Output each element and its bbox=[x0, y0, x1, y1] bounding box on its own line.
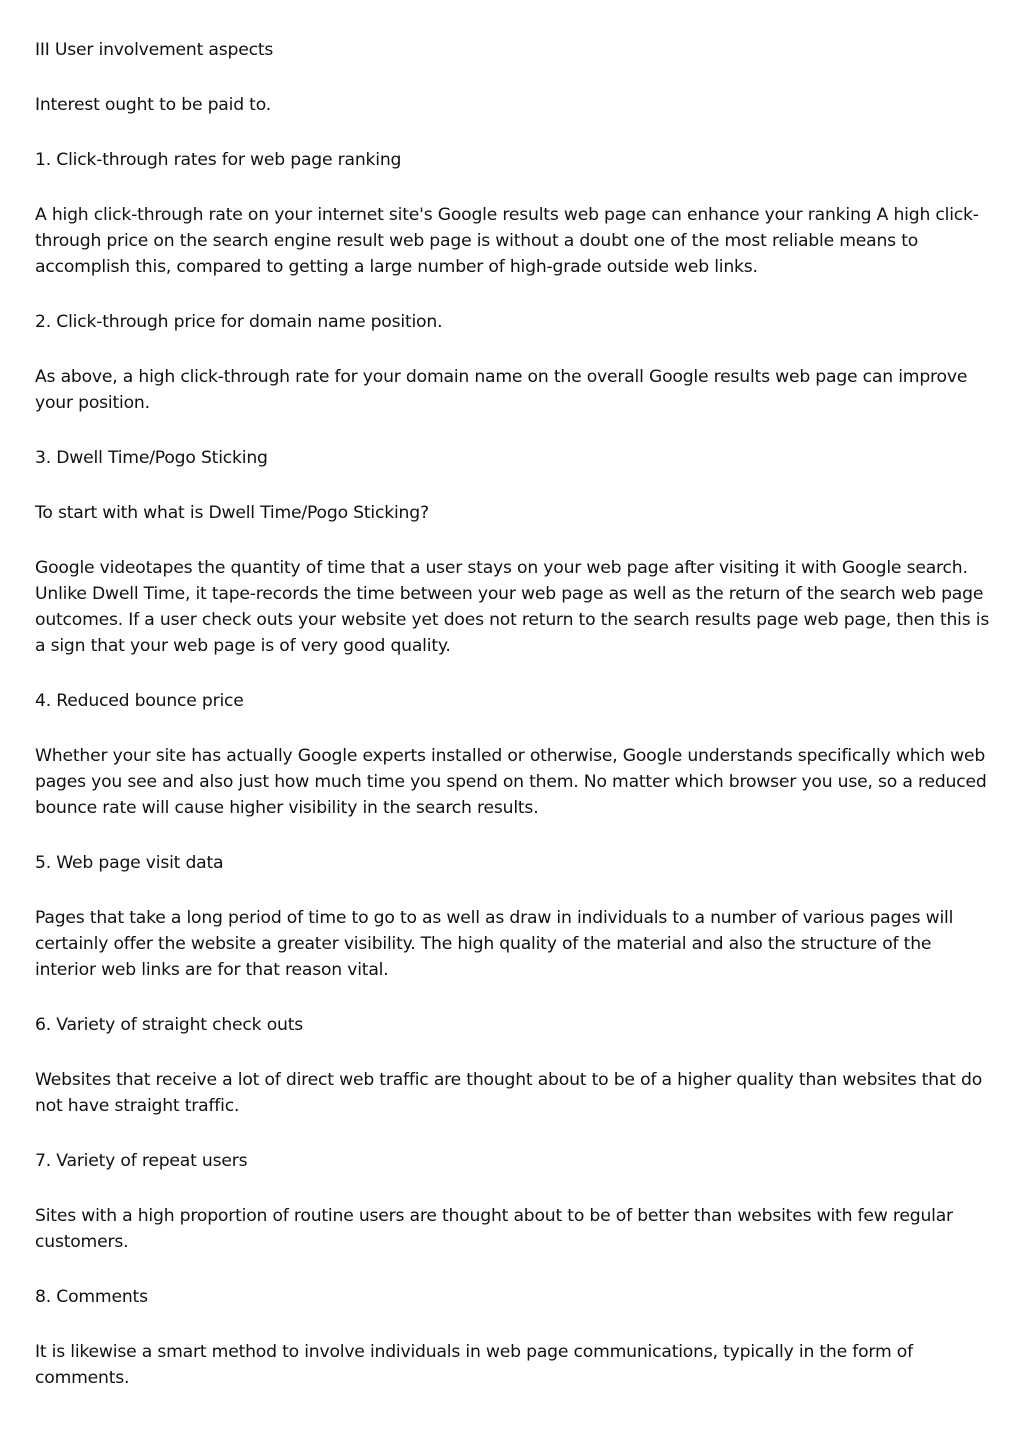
item-body-7: Sites with a high proportion of routine users are thought about to be of better than websites with few regular customers. bbox=[35, 1206, 953, 1252]
item-body-8: It is likewise a smart method to involve individuals in web page communications, typically in the form of comments. bbox=[35, 1342, 913, 1388]
item-body-2: As above, a high click-through rate for your domain name on the overall Google results web page can improve your position. bbox=[35, 367, 968, 413]
section-heading: III User involvement aspects bbox=[35, 40, 274, 60]
item-heading-5: 5. Web page visit data bbox=[35, 853, 224, 873]
item-heading-1: 1. Click-through rates for web page ranking bbox=[35, 150, 402, 170]
item-subquestion-3: To start with what is Dwell Time/Pogo Sticking? bbox=[35, 503, 429, 523]
item-heading-8: 8. Comments bbox=[35, 1287, 148, 1307]
item-heading-7: 7. Variety of repeat users bbox=[35, 1151, 248, 1171]
item-heading-2: 2. Click-through price for domain name position. bbox=[35, 312, 443, 332]
item-body-5: Pages that take a long period of time to go to as well as draw in individuals to a number of various pages will certainly offer the website a greater visibility. The high quality of the material and also the structure of the interior web links are for that reason vital. bbox=[35, 908, 954, 980]
item-heading-4: 4. Reduced bounce price bbox=[35, 691, 244, 711]
item-body-1: A high click-through rate on your internet site's Google results web page can enhance your ranking A high click-through price on the search engine result web page is without a doubt one of the most reliable means to accomplish this, compared to getting a large number of high-grade outside web links. bbox=[35, 205, 979, 277]
item-body-4: Whether your site has actually Google experts installed or otherwise, Google understands specifically which web pages you see and also just how much time you spend on them. No matter which browser you use, so a reduced bounce rate will cause higher visibility in the search results. bbox=[35, 746, 987, 818]
document-page bbox=[35, 37, 991, 1420]
item-heading-6: 6. Variety of straight check outs bbox=[35, 1015, 303, 1035]
item-body-3: Google videotapes the quantity of time that a user stays on your web page after visiting it with Google search. Unlike Dwell Time, it tape-records the time between your web page as well as the return of the search web page outcomes. If a user check outs your website yet does not return to the search results page web page, then this is a sign that your web page is of very good quality. bbox=[35, 558, 990, 656]
item-body-6: Websites that receive a lot of direct web traffic are thought about to be of a higher quality than websites that do not have straight traffic. bbox=[35, 1070, 983, 1116]
item-heading-3: 3. Dwell Time/Pogo Sticking bbox=[35, 448, 268, 468]
intro-text: Interest ought to be paid to. bbox=[35, 95, 271, 115]
